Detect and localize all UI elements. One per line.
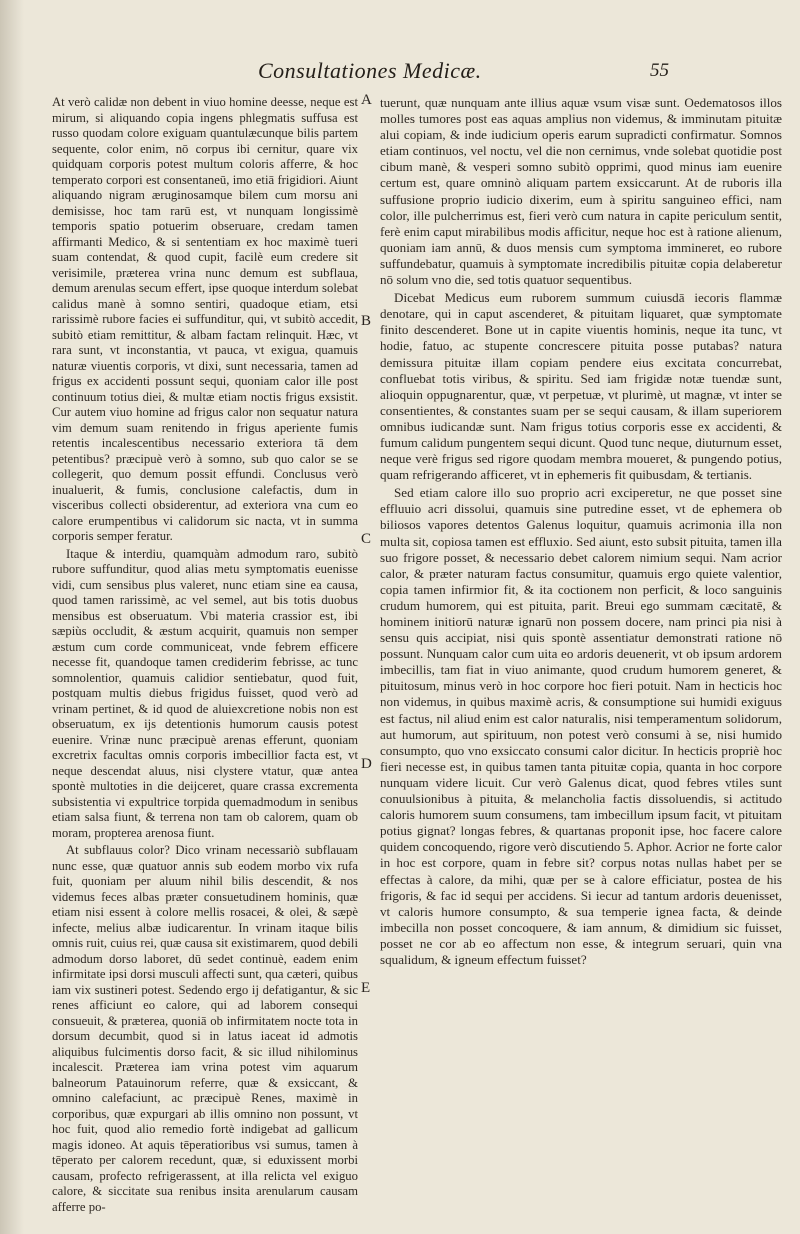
margin-letter-e: E [361, 980, 371, 996]
margin-letter-c: C [361, 531, 372, 547]
paragraph: Dicebat Medicus eum ruborem summum cuiusdā iecoris flammæ denotare, qui in caput ascenderet, & pituitam liquaret, quæ symptomate finito descenderet. Bone ut in capite viuentis hominis, neque ita tunc, vt hodie, fatuo, ac stupente concrescere pituita posse putabas? natura demissura pituitæ illam copiam pendere eius excitata concurrebat, confluebat totis viribus, & spiritu. Sed iam frigidæ notæ tuendæ sunt, alioquin oppugnarentur, quæ, vt perpetuæ, vt plurimè, ut magnæ, vt inter se consentientes, & constantes suam per se sequi causam, & illam superiorem omnibus iudicandæ sunt. Nam frigus totius corporis esse ex accidenti, & fumum calidum pungentem sequi dicunt. Quod tunc neque, diuturnum esset, neque verè frigus sed rigore quodam membra moueret, & pungendo potius, quam refrigerando afficeret, vt in ephemeris fit quibusdam, & tertianis. [380, 290, 782, 483]
page-header [0, 56, 800, 86]
spine-shadow [0, 0, 24, 1234]
margin-letter-a: A [361, 92, 372, 108]
margin-letter-b: B [361, 313, 372, 329]
paragraph: At subflauus color? Dico vrinam necessariò subflauam nunc esse, quæ quatuor annis sub eodem morbo vix rufa fuit, quoniam per aluum nihil bilis descendit, & nos videmus feces albas præter consuetudinem hominis, quæ etiam nisi essent à colore mellis rosacei, & olei, & sæpè infecte, melius albæ iudicarentur. In vrinam itaque bilis omnis ruit, cuius rei, quæ causa sit existimarem, quod debili admodum dorso laboret, dū sedet continuè, eadem enim infirmitate ipsi dorsi musculi affecti sunt, qua cæteri, quibus iam vix sustineri potest. Sedendo ergo ij defatigantur, & sic renes afficiunt eo calore, qui ad laborem consequi consueuit, & præterea, quoniā ob infirmitatem nocte tota in dorsum decumbit, quod si in latus iaceat id admotis aliquibus fulcimentis dorso facit, & sic illud nihilominus incalescit. Præterea iam vrina potest vim aquarum balneorum Patauinorum referre, quæ & exsiccant, & omnino calefaciunt, ac præcipuè Renes, maximè in corporibus, quæ expurgari ab illis omnino non possunt, vt hoc fuit, quod alio remedio fortè indigebat ad gallicum magis idoneo. At aquis tēperatioribus vsi sumus, tamen à tēperato per calorem recedunt, quæ, si eduxissent morbi causam, profecto refrigerassent, at illa relicta vel exiguo calore, & siccitate sua renibus insita arenularum causam afferre po- [52, 843, 358, 1214]
paragraph: Sed etiam calore illo suo proprio acri exciperetur, ne que posset sine effluuio acri dissolui, quamuis sine putredine esset, vt de ephemera ob biliosos vapores detentos Galenus loquitur, quamuis acrimonia illa non multa sit, copiosa tamen est effluxio. Sed aiunt, esto subsit pituita, tamen illa suo frigore posset, & necessario debet calorem nimium sequi. Nam acrior calor, & præter naturam factus consumitur, quamuis ergo quiete valentior, copia tamen infirmior fit, & ita coctionem non perficit, & loco sanguinis crudum humorem, qui est pituita, parit. Breui ego summam cæcitatē, & hominem initiorū naturæ ignarū non possem docere, nam princi pia nisi à sensu quis accipiat, nisi quis spontè assentiatur demonstrati ratione nō possunt. Nunquam calor cum uita eo ardoris deuenerit, vt ob ipsum ardorem imbecillis, tam fiat in viuo animante, quod crudum humorem generet, & pituitosum, minus verò in hoc corpore hoc fieri potuit. Nam in hecticis hoc non videmus, in quibus maximè acris, & consumptione sui humidi exiguus est factus, nil aliud enim est calor naturalis, nisi temperamentum solidorum, aut humorum, aut spirituum, non potest verò consumi à se, nisi humido consumpto, quo vno exsiccato consumi calor dicitur. In hecticis propriè hoc fieri necesse est, in quibus tamen tanta pituitæ copia, quanta in hoc corpore nunquam videre licuit. Cur verò Galenus dicat, quod febres vtiles sunt conuulsionibus à pituita, & melancholia factis dissoluendis, si actitudo caloris humorem suum consumens, tam imbecillum ipsum facit, vt pituitam potius gignat? longas febres, & quartanas proponit ipse, hoc facere calore quidem concoquendo, rigore verò discutiendo 5. Aphor. Acrior ne forte calor in hoc est corpore, quam in febre sit? corpus notas nullas habet per se effectas à calore, da mihi, quæ per se à calore efficiatur, postea de his frigoris, & fac id sequi per accidens. Si iecur ad tantum ardoris deuenisset, vt caloris humore consumpto, & sua temperie ignea facta, & deinde imbecilla non posset concoquere, & iam annum, & dimidium sic fuisset, posset ne cor ab eo affectum non esse, & integrum seruari, quin vna squalidum, & igneum effectum fuisset? [380, 485, 782, 967]
paragraph: At verò calidæ non debent in viuo homine deesse, neque est mirum, si aliquando copia ingens phlegmatis suffusa est russo quodam colore exiguam quantulæcunque bilis partem sequente, color enim, nō corpus ibi cernitur, quare vix quidquam corporis potest multum coloris afferre, & hoc temperato corpori est consentaneū, imo etiā frigidiori. Aiunt aliquando nigram æruginosamque bilem cum morsu ani demisisse, hoc tam rarū est, vt nunquam longissimè temporis spatio potuerim obseruare, credam tamen affirmanti Medico, & si sententiam ex hoc maximè tueri suam contendat, & quod cupit, facilè eum credere sit verisimile, præterea vrina nunc demum est subflaua, demum arenulas secum effert, ipse quoque interdum solebat calidus manè à somno sentiri, quadoque etiam, etsi rarissimè rubore facies ei suffunditur, qui, vt subitò accedit, subitò etiam remittitur, & albam factam relinquit. Hæc, vt rara sunt, vt inconstantia, vt pauca, vt exigua, quamuis naturæ viuentis corporis, vt dixi, sunt necessaria, tamen ad frigus ex accidenti possunt sequi, quoniam calor ille post continuum totius diei, & multæ etiam noctis frigus exsistit. Cur autem viuo homine ad frigus calor non sequatur natura vim demum suam renitendo in frigus aperiente fumis retentis incalescentibus necessario exteriora tā dem petentibus? præcipuè verò à somno, sub quo calor se se collegerit, quo demum possit effundi. Conclusus verò inualuerit, & fumis, conclusione calefactis, dum in visceribus collecti obsiderentur, ad exteriora vna cum eo calore erumpentibus vi calidorum sic nacta, vt in summa corporis semper feratur. [52, 95, 358, 543]
paragraph: tuerunt, quæ nunquam ante illius aquæ vsum visæ sunt. Oedematosos illos molles tumores post eas aquas amplius non videmus, & imminutam pituitæ alui copiam, & inde iudicium operis earum supradicti confirmatur. Somnos etiam continuos, vel noctu, vel die non cernimus, vnde solebat quotidie post cibum manè, & vesperi somno subitò opprimi, quod minus iam euenire certum est, quare omninò aliquam partem exsiccarunt. At de ruboris illa suffusione proprio iudicio dixerim, eum à spiritu sanguineo effici, nam color, ille pulcherrimus est, fieri verò cum natura in capite periculum sentit, ferè enim caput mirabilibus modis afficitur, neque hoc est à ratione alienum, quoniam iam annū, & duos mensis cum symptoma immineret, eo rubore suffundebatur, quamuis à symptomate incredibilis pituitæ copia delaberetur nō solum vno die, sed totis quatuor sequentibus. [380, 95, 782, 288]
margin-letter-d: D [361, 756, 372, 772]
left-column [52, 95, 358, 1215]
paragraph: Itaque & interdiu, quamquàm admodum raro, subitò rubore suffunditur, quod alias metu symptomatis euenisse vidi, cum sensibus plus valeret, nunc etiam sine ea causa, quod tamen rarissimè, ac vel semel, aut bis totis duobus mensibus est obseruatum. Vbi materia crassior est, ibi sæpiùs occludit, & æstum acquirit, quamuis non semper æstum cum corde communiceat, vnde febrem efficere necesse fit, quandoque tamen crediderim febrisse, ac tunc somnolentior, quamuis calidior sentiebatur, quod fuit, postquam multis diebus frigidus fuisset, quod verò ad vrinam pertinet, & id quod de aluiexcretione nobis non est obseruatum, ex ijs detentionis humorum causis potest euenire. Vrinæ nunc præcipuè arenas efferunt, quoniam excretrix facultas omnis corporis imbecillior facta est, vt neque descendat aluus, nisi clystere vtatur, quæ antea spontè multoties in die deijceret, quare crassa excrementa subsistentia vi expultrice torpida quemadmodum in senibus etiam salsa fiunt, & terrena non tam ob calorem, quam ob moram, propterea arenosa fiunt. [52, 546, 358, 840]
running-title: Consultationes Medicæ. [258, 58, 482, 83]
right-column [380, 95, 782, 968]
page-number: 55 [650, 60, 669, 81]
